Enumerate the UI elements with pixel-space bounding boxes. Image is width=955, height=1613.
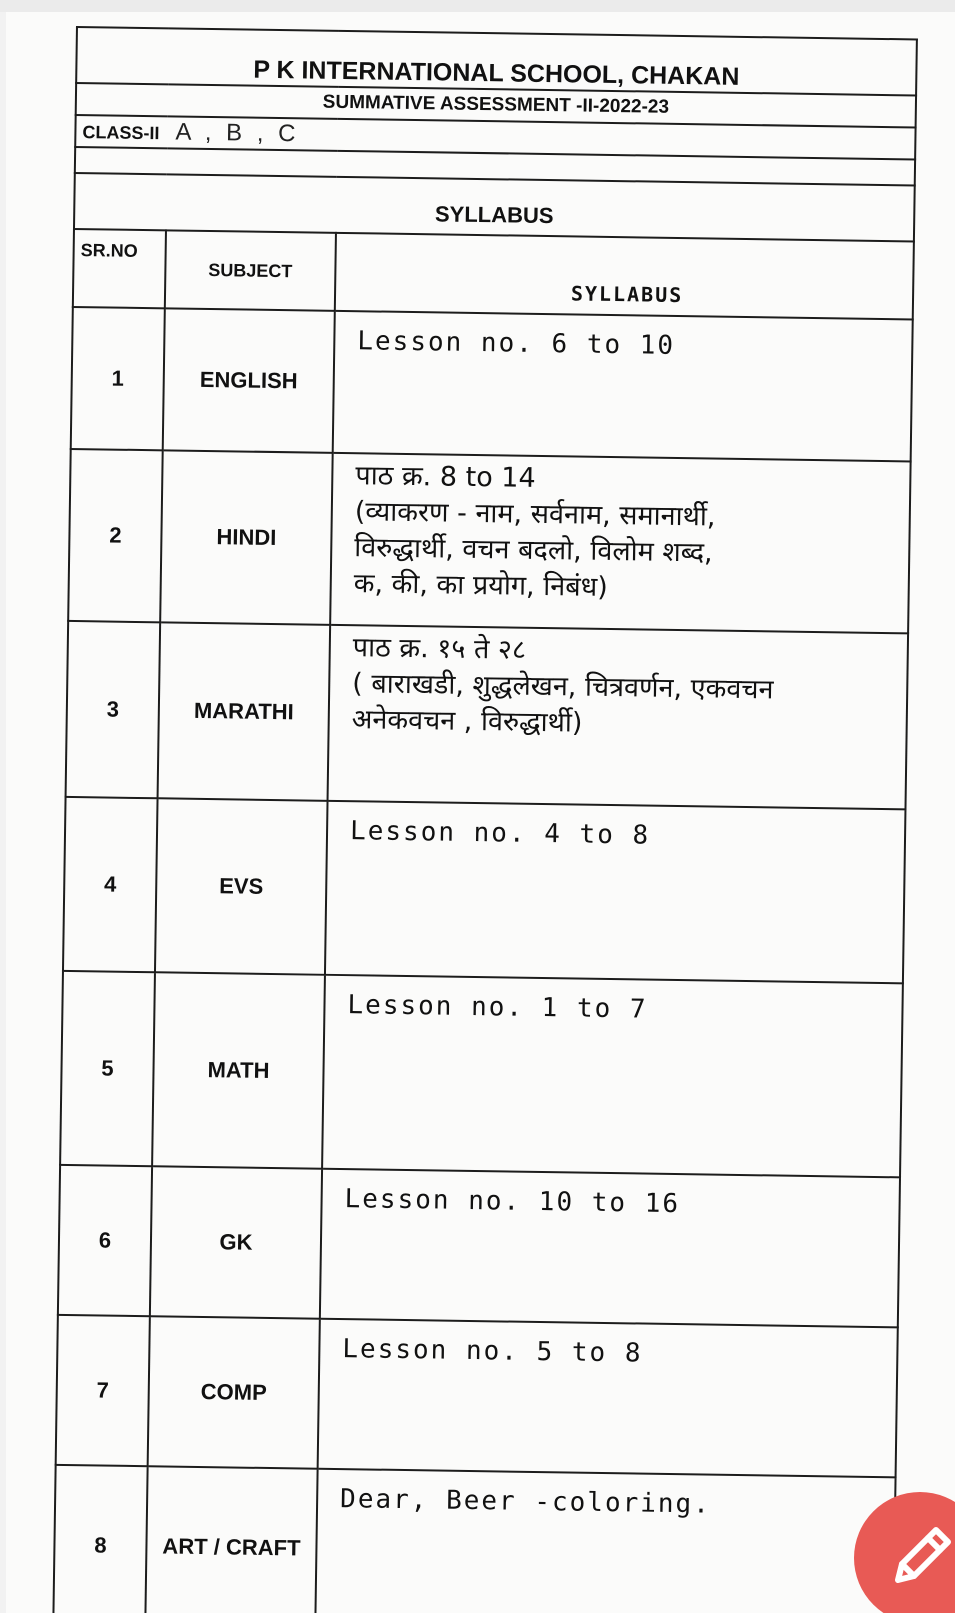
syllabus-cell (320, 1169, 900, 1328)
syllabus-cell (325, 801, 906, 984)
syllabus-line: Lesson no. 4 to 8 (349, 816, 651, 851)
syllabus-cell (315, 1469, 895, 1613)
syllabus-cell (333, 311, 913, 462)
syllabus-line: Lesson no. 10 to 16 (344, 1184, 681, 1220)
syllabus-header: SYLLABUS (335, 233, 914, 320)
syllabus-line: पाठ क्र. 8 to 14 (355, 460, 536, 494)
sr-no-cell: 8 (53, 1465, 147, 1613)
sr-no-cell: 1 (71, 307, 165, 450)
document-photo (6, 12, 955, 1613)
subject-cell: HINDI (160, 450, 333, 625)
syllabus-line: Lesson no. 5 to 8 (342, 1334, 643, 1369)
pencil-icon (884, 1514, 955, 1594)
table-row (53, 1465, 895, 1613)
class-label: CLASS-II (82, 122, 160, 144)
subject-cell: MATH (152, 972, 325, 1169)
table-row (63, 797, 906, 983)
subject-header: SUBJECT (165, 230, 336, 311)
syllabus-line: Lesson no. 6 to 10 (357, 326, 676, 361)
table-row (56, 1315, 898, 1477)
table-row (71, 307, 913, 461)
sr-no-cell: 6 (58, 1165, 152, 1316)
syllabus-cell (318, 1319, 898, 1478)
syllabus-cell (330, 453, 911, 634)
table-row (58, 1165, 900, 1327)
syllabus-line: Lesson no. 1 to 7 (347, 990, 648, 1025)
sr-no-cell: 5 (60, 971, 155, 1166)
syllabus-line: क, की, का प्रयोग, निबंध) (353, 568, 608, 603)
subject-cell: COMP (148, 1316, 320, 1469)
subject-cell: MARATHI (158, 622, 331, 801)
syllabus-line: ( बाराखडी, शुद्धलेखन, चित्रवर्णन, एकवचन (352, 668, 774, 706)
syllabus-table (52, 26, 918, 1613)
table-row (68, 449, 910, 633)
table-row (60, 971, 903, 1177)
subject-cell: GK (150, 1166, 322, 1319)
syllabus-line: विरुद्धार्थी, वचन बदलो, विलोम शब्द, (354, 532, 713, 569)
school-name: P K INTERNATIONAL SCHOOL, CHAKAN (76, 27, 917, 95)
syllabus-line: पाठ क्र. १५ ते २८ (352, 632, 527, 666)
syllabus-cell (322, 975, 903, 1178)
syllabus-line: Dear, Beer -coloring. (339, 1484, 712, 1520)
syllabus-cell (328, 625, 909, 810)
exam-title: SUMMATIVE ASSESSMENT -II-2022-23 (76, 83, 916, 127)
syllabus-line: अनेकवचन , विरुद्धार्थी) (351, 704, 583, 739)
syllabus-heading: SYLLABUS (74, 173, 915, 241)
syllabus-line: (व्याकरण - नाम, सर्वनाम, समानार्थी, (354, 496, 716, 533)
subject-cell: EVS (155, 798, 328, 975)
sr-no-cell: 2 (68, 449, 163, 622)
syllabus-sheet (53, 26, 916, 1603)
class-sections: A , B , C (175, 118, 300, 148)
sr-no-cell: 7 (56, 1315, 150, 1466)
subject-cell: ART / CRAFT (145, 1466, 317, 1613)
sr-no-cell: 4 (63, 797, 158, 972)
top-bar (0, 0, 955, 12)
sr-no-cell: 3 (66, 621, 161, 798)
sr-no-header: SR.NO (73, 229, 166, 308)
table-row (66, 621, 909, 809)
subject-cell: ENGLISH (163, 308, 335, 453)
